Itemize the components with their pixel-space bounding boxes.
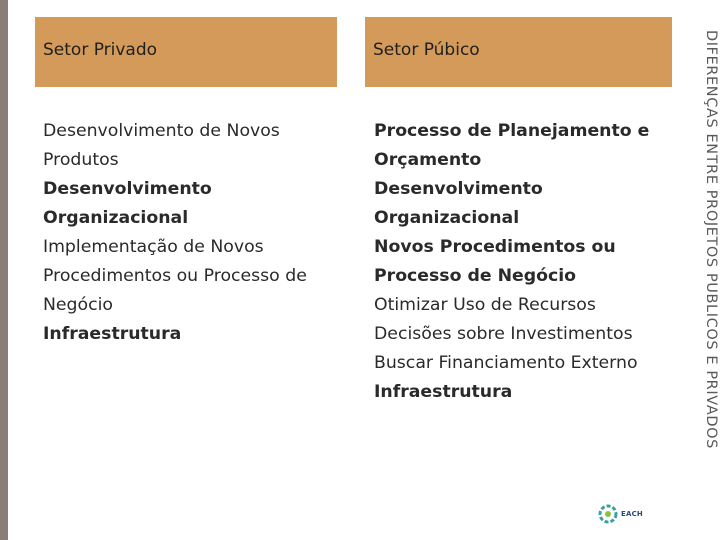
- list-setor-publico: [374, 117, 664, 407]
- each-logo: [598, 503, 660, 525]
- list-item: Desenvolvimento Organizacional: [43, 179, 212, 228]
- list-item: Implementação de Novos Procedimentos ou Processo de Negócio: [43, 237, 307, 315]
- header-label: Setor Privado: [43, 40, 158, 60]
- list-item: Novos Procedimentos ou Processo de Negócio: [374, 237, 616, 286]
- header-setor-privado: [35, 17, 337, 87]
- list-item: Desenvolvimento Organizacional: [374, 179, 543, 228]
- left-decorative-band: [0, 0, 8, 540]
- list-item: Decisões sobre Investimentos: [374, 324, 633, 344]
- list-item: Buscar Financiamento Externo: [374, 353, 638, 373]
- slide-title: DIFERENÇAS ENTRE PROJETOS PUBLICOS E PRIVADOS: [703, 30, 719, 449]
- header-label: Setor Púbico: [373, 40, 480, 60]
- list-item: Processo de Planejamento e Orçamento: [374, 121, 650, 170]
- list-item: Desenvolvimento de Novos Produtos: [43, 121, 280, 170]
- list-item: Otimizar Uso de Recursos: [374, 295, 596, 315]
- each-logo-icon: [598, 504, 618, 524]
- list-item: Infraestrutura: [374, 382, 513, 402]
- list-setor-privado: [43, 117, 333, 349]
- header-setor-publico: [365, 17, 672, 87]
- list-item: Infraestrutura: [43, 324, 182, 344]
- logo-text: EACH: [621, 510, 643, 518]
